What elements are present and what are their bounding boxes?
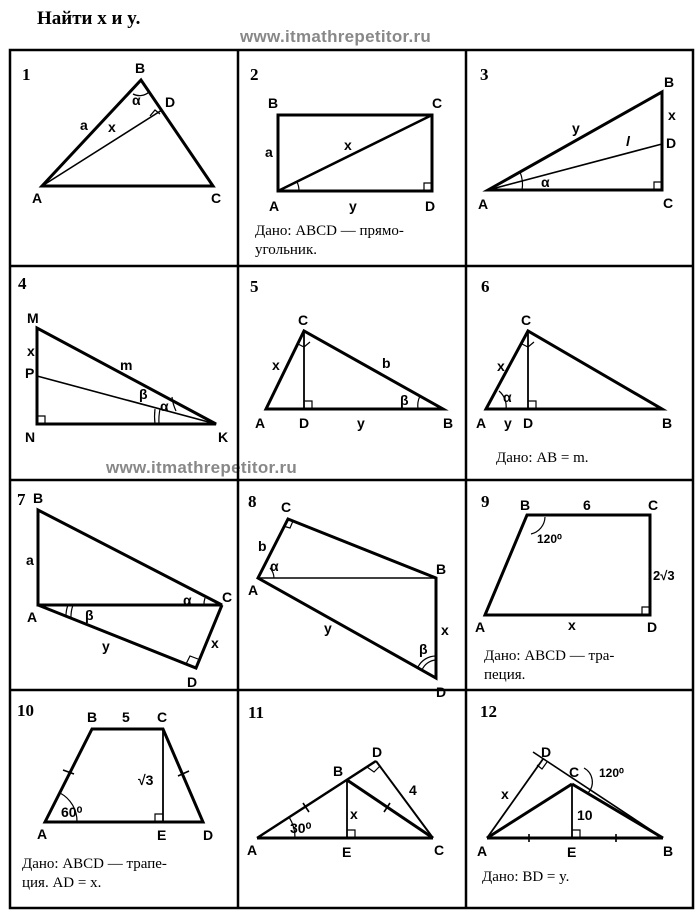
- figure-label-p6-y: y: [504, 415, 512, 431]
- figure-label-p9-C: C: [648, 497, 659, 513]
- figure-label-p9-B: B: [520, 497, 531, 513]
- figure-label-p8-b: b: [258, 538, 267, 554]
- figure-label-p4-K: K: [218, 429, 229, 445]
- figure-label-p11-B: B: [333, 763, 344, 779]
- figure-label-p10-B: B: [87, 709, 98, 725]
- problem-number-2: 2: [250, 65, 259, 84]
- figure-label-p4-beta: β: [139, 386, 148, 402]
- figure-label-p11-angle: 30⁰: [290, 820, 312, 836]
- figure-label-p8-D: D: [436, 684, 447, 700]
- figure-label-p5-B: B: [443, 415, 454, 431]
- figure-label-p6-A: A: [476, 415, 487, 431]
- figure-label-p3-y: y: [572, 120, 580, 136]
- figure-label-p6-alpha: α: [503, 389, 512, 405]
- figure-label-p7-C: C: [222, 589, 233, 605]
- figure-9: [475, 497, 675, 635]
- figure-label-p2-a: a: [265, 144, 273, 160]
- figure-label-p7-B: B: [33, 490, 44, 506]
- note-p9-line2: пеция.: [484, 667, 526, 683]
- note-p10-line2: ция. AD = x.: [22, 875, 102, 891]
- figure-label-p8-x: x: [441, 622, 449, 638]
- note-p2-line2: угольник.: [255, 242, 317, 258]
- figure-label-p5-beta: β: [400, 392, 409, 408]
- figure-label-p3-alpha: α: [541, 174, 550, 190]
- figure-label-p8-B: B: [436, 561, 447, 577]
- figure-label-p5-C: C: [298, 312, 309, 328]
- figure-label-p7-A: A: [27, 609, 38, 625]
- figure-label-p3-x: x: [668, 107, 676, 123]
- figure-label-p5-D: D: [299, 415, 310, 431]
- problem-number-4: 4: [18, 274, 27, 293]
- figure-label-p3-C: C: [663, 195, 674, 211]
- figure-label-p5-b: b: [382, 355, 391, 371]
- note-p2-line1: Дано: ABCD — прямо-: [255, 223, 404, 239]
- figure-label-p1-B: B: [135, 60, 146, 76]
- figure-label-p4-m: m: [120, 357, 133, 373]
- figure-label-p1-x: x: [108, 119, 116, 135]
- figure-label-p11-D: D: [372, 744, 383, 760]
- figure-label-p2-A: A: [269, 198, 280, 214]
- figure-2: [265, 95, 442, 214]
- figure-label-p9-six: 6: [583, 497, 591, 513]
- figure-label-p12-C: C: [569, 764, 580, 780]
- note-p12: Дано: BD = y.: [482, 869, 570, 885]
- problem-number-5: 5: [250, 277, 259, 296]
- figure-label-p8-y: y: [324, 620, 332, 636]
- figure-label-p11-C: C: [434, 842, 445, 858]
- figure-label-p6-C: C: [521, 312, 532, 328]
- figure-label-p6-D: D: [523, 415, 534, 431]
- figure-label-p3-B: B: [664, 74, 675, 90]
- watermark: www.itmathrepetitor.ru: [240, 27, 432, 46]
- figure-label-p9-side: 2√3: [653, 568, 675, 583]
- figure-label-p10-A: A: [37, 826, 48, 842]
- figure-label-p4-M: M: [27, 310, 39, 326]
- watermark: www.itmathrepetitor.ru: [106, 458, 298, 477]
- problem-number-1: 1: [22, 65, 31, 84]
- figure-label-p11-x: x: [350, 806, 358, 822]
- problem-number-6: 6: [481, 277, 490, 296]
- figure-label-p12-angle: 120⁰: [599, 766, 624, 780]
- note-p10-line1: Дано: ABCD — трапе-: [22, 856, 167, 872]
- problem-number-3: 3: [480, 65, 489, 84]
- figure-label-p1-a: a: [80, 117, 88, 133]
- figure-label-p7-D: D: [187, 674, 198, 690]
- figure-label-p5-y: y: [357, 415, 365, 431]
- figure-label-p11-A: A: [247, 842, 258, 858]
- figure-label-p7-a: a: [26, 552, 34, 568]
- figure-label-p1-alpha: α: [132, 92, 141, 108]
- figure-3: [478, 74, 676, 212]
- figure-label-p12-ten: 10: [577, 807, 593, 823]
- figure-label-p2-x: x: [344, 137, 352, 153]
- figure-label-p11-four: 4: [409, 782, 417, 798]
- problem-number-7: 7: [17, 490, 26, 509]
- figure-label-p11-E: E: [342, 844, 352, 860]
- figure-label-p9-x: x: [568, 617, 576, 633]
- problem-number-12: 12: [480, 702, 497, 721]
- figure-label-p10-five: 5: [122, 709, 130, 725]
- figure-11: [247, 744, 444, 860]
- note-p9-line1: Дано: ABCD — тра-: [484, 648, 615, 664]
- figure-label-p2-D: D: [425, 198, 436, 214]
- figure-label-p2-y: y: [349, 198, 357, 214]
- figure-label-p12-D: D: [541, 744, 552, 760]
- figure-label-p12-x: x: [501, 786, 509, 802]
- figure-label-p3-A: A: [478, 196, 489, 212]
- figure-label-p3-l: l: [626, 133, 630, 149]
- figure-label-p7-y: y: [102, 638, 110, 654]
- figure-label-p4-N: N: [25, 429, 36, 445]
- figure-5: [255, 312, 453, 431]
- figure-label-p7-x: x: [211, 635, 219, 651]
- figure-label-p3-D: D: [666, 135, 677, 151]
- grid-lines: [10, 50, 693, 908]
- figure-label-p8-C: C: [281, 499, 292, 515]
- figure-label-p1-D: D: [165, 94, 176, 110]
- figure-label-p10-C: C: [157, 709, 168, 725]
- figure-10: [37, 709, 213, 843]
- figure-7: [26, 490, 232, 690]
- figure-label-p10-D: D: [203, 827, 214, 843]
- problem-number-8: 8: [248, 492, 257, 511]
- figure-label-p8-A: A: [248, 582, 259, 598]
- figure-12: [477, 744, 673, 860]
- figure-label-p8-beta: β: [419, 641, 428, 657]
- figure-label-p10-angle: 60⁰: [61, 804, 83, 820]
- figure-label-p4-x: x: [27, 343, 35, 359]
- figure-label-p2-B: B: [268, 95, 279, 111]
- note-p6: Дано: AB = m.: [496, 450, 589, 466]
- figure-label-p5-A: A: [255, 415, 266, 431]
- page-title: Найти x и y.: [37, 8, 141, 29]
- figure-label-p6-x: x: [497, 358, 505, 374]
- figure-label-p12-B: B: [663, 843, 674, 859]
- figure-4: [25, 310, 228, 445]
- figure-label-p8-alpha: α: [270, 558, 279, 574]
- problem-number-10: 10: [17, 701, 34, 720]
- figure-label-p12-A: A: [477, 843, 488, 859]
- figure-label-p5-x: x: [272, 357, 280, 373]
- figure-label-p9-angle: 120⁰: [537, 532, 562, 546]
- figure-label-p9-D: D: [647, 619, 658, 635]
- figure-label-p10-h: √3: [138, 772, 154, 788]
- problem-number-9: 9: [481, 492, 490, 511]
- figure-8: [248, 499, 449, 700]
- figure-label-p4-alpha: α: [160, 398, 169, 414]
- figure-label-p1-C: C: [211, 190, 222, 206]
- figure-label-p7-alpha: α: [183, 592, 192, 608]
- figure-label-p10-E: E: [157, 827, 167, 843]
- figure-1: [32, 60, 221, 206]
- figure-label-p6-B: B: [662, 415, 673, 431]
- figure-label-p2-C: C: [432, 95, 443, 111]
- figure-6: [476, 312, 672, 431]
- problem-number-11: 11: [248, 703, 265, 722]
- figure-label-p4-P: P: [25, 365, 35, 381]
- figure-label-p9-A: A: [475, 619, 486, 635]
- figure-label-p12-E: E: [567, 844, 577, 860]
- figure-label-p7-beta: β: [85, 607, 94, 623]
- figure-label-p1-A: A: [32, 190, 43, 206]
